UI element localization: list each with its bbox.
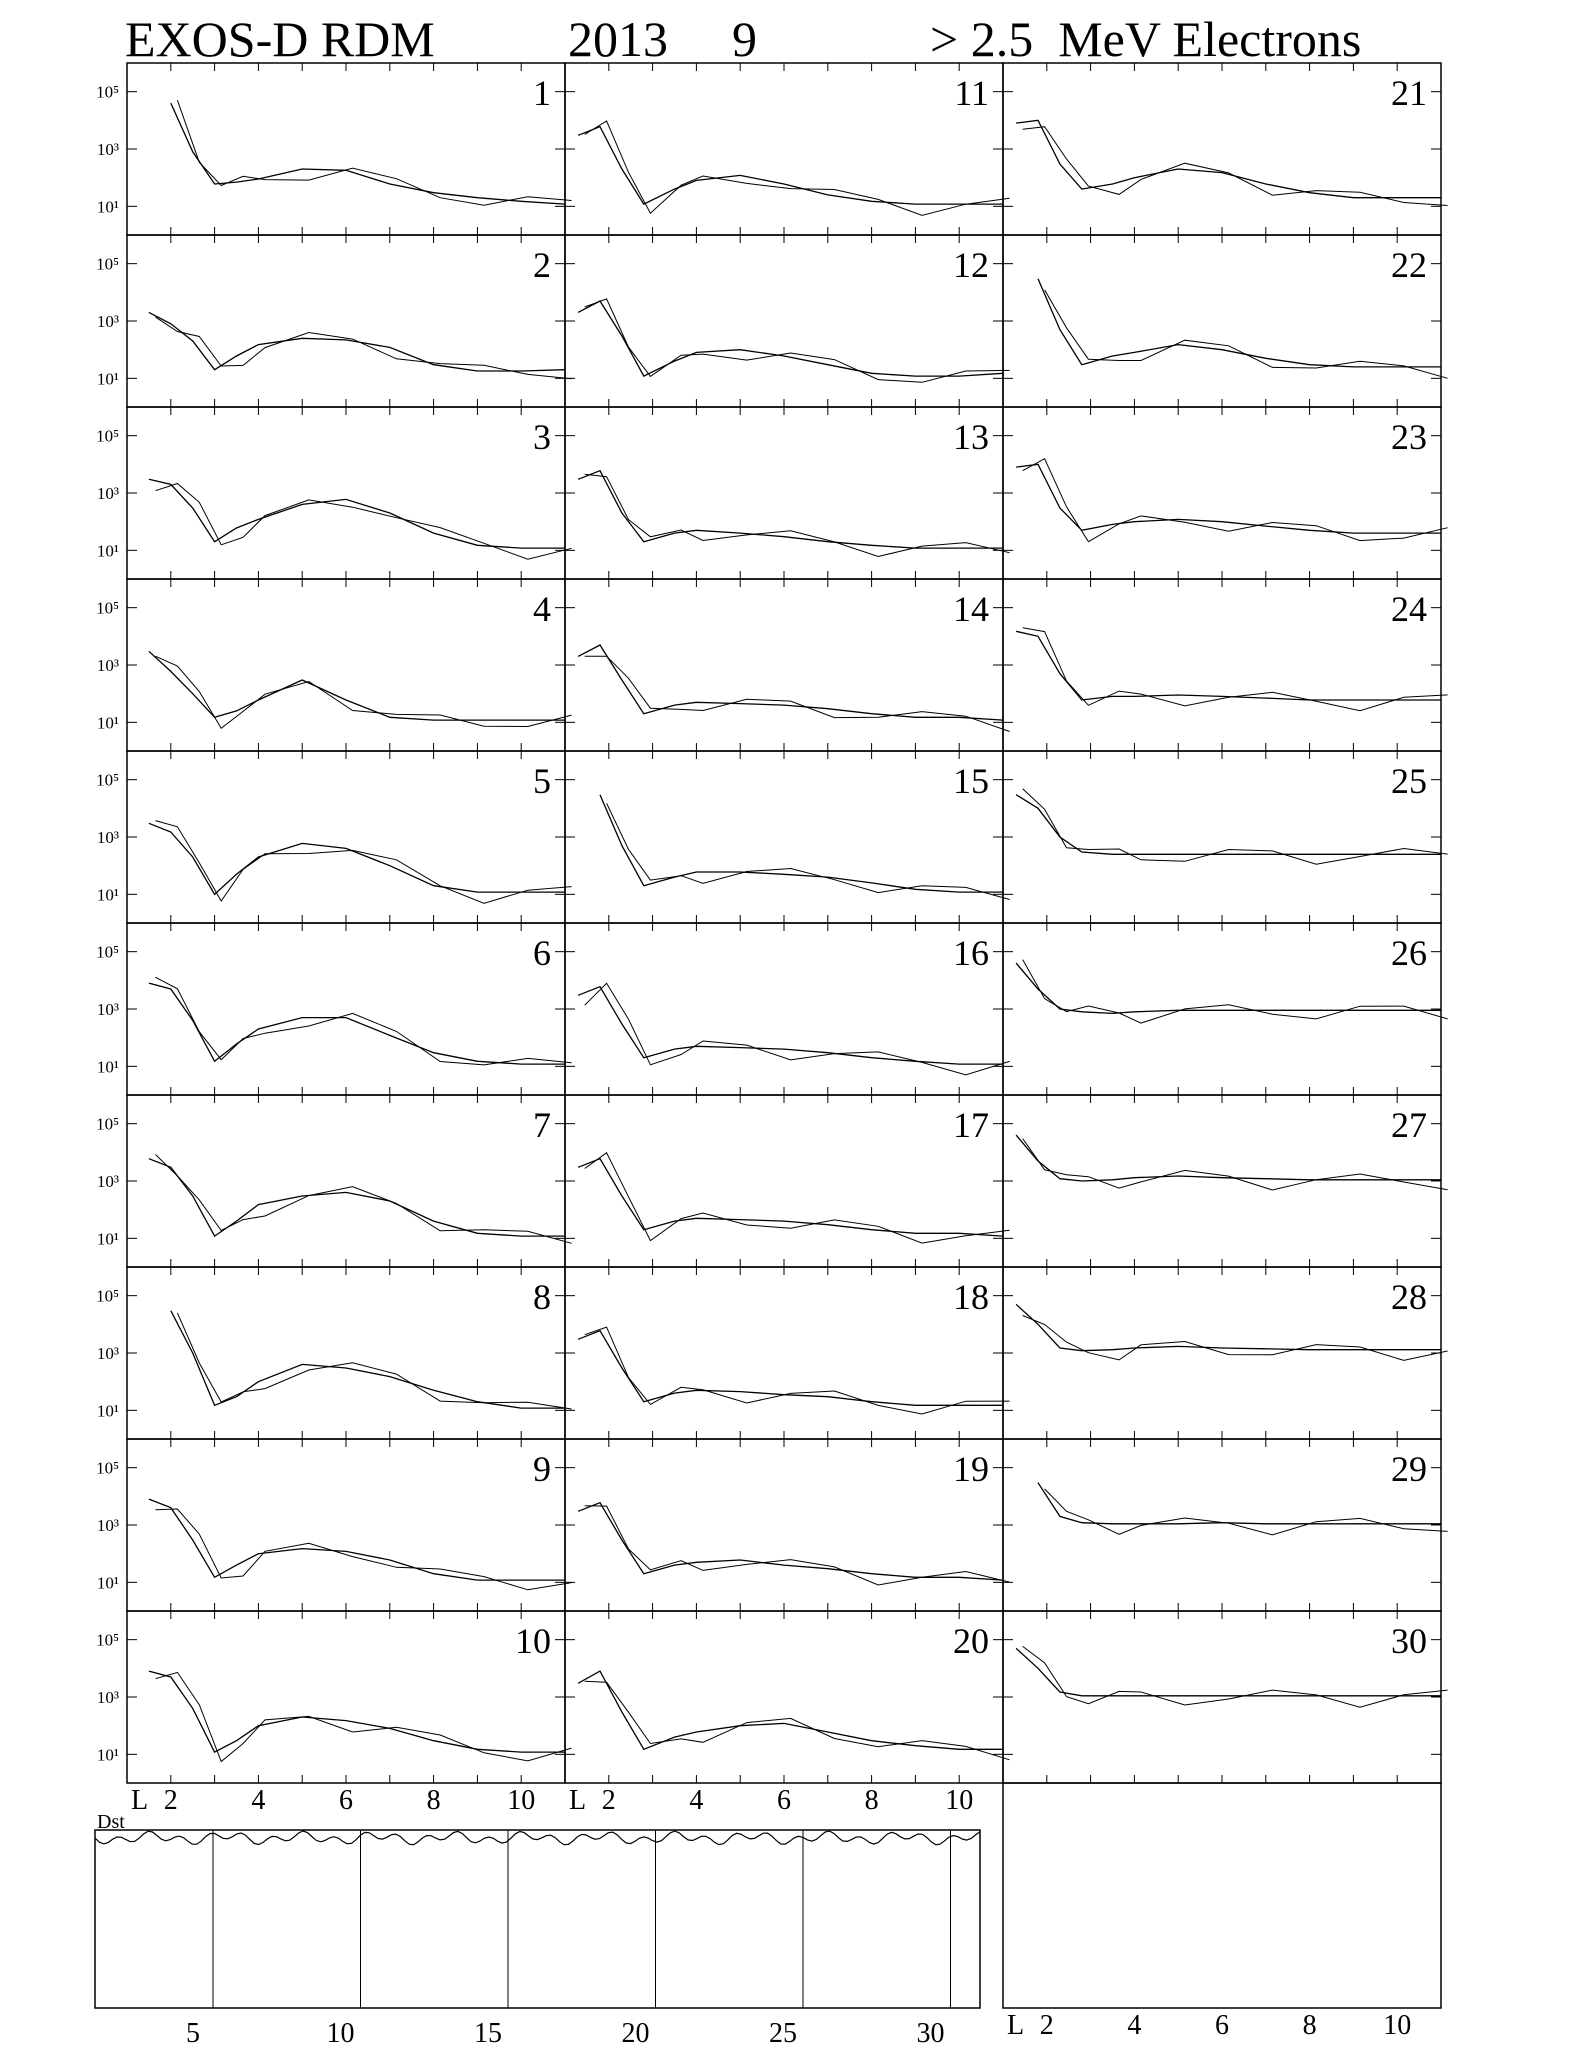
panel-day-1 xyxy=(96,63,572,235)
panel-day-number: 16 xyxy=(953,933,989,973)
panel-day-number: 18 xyxy=(953,1277,989,1317)
panel-day-number: 11 xyxy=(954,73,989,113)
y-tick-label: 10¹ xyxy=(96,1401,119,1421)
panel-day-number: 25 xyxy=(1391,761,1427,801)
dst-x-tick-label: 20 xyxy=(621,2018,650,2046)
series-line xyxy=(1023,628,1448,711)
panel-day-number: 20 xyxy=(953,1621,989,1661)
panel-day-19 xyxy=(565,1439,1010,1611)
x-tick-label: 10 xyxy=(507,1785,536,1816)
instrument-title: EXOS-D RDM xyxy=(125,11,435,67)
panel-day-number: 14 xyxy=(953,589,989,629)
series-line xyxy=(578,1503,1003,1580)
y-tick-label: 10⁵ xyxy=(96,1286,119,1306)
panel-day-21 xyxy=(1003,63,1448,235)
series-line xyxy=(1016,1135,1441,1181)
y-tick-label: 10³ xyxy=(96,484,119,503)
panel-frame xyxy=(1003,407,1441,579)
series-line xyxy=(149,983,565,1064)
species-label: > 2.5 MeV Electrons xyxy=(930,11,1362,67)
series-line xyxy=(578,471,1003,548)
series-line xyxy=(1038,1483,1441,1524)
y-tick-label: 10⁵ xyxy=(96,598,119,618)
x-tick-label: 10 xyxy=(1383,2010,1412,2041)
panel-frame xyxy=(127,235,565,407)
panel-frame xyxy=(1003,235,1441,407)
panel-day-number: 28 xyxy=(1391,1277,1427,1317)
panel-frame xyxy=(565,579,1003,751)
y-tick-label: 10⁵ xyxy=(96,1458,119,1478)
series-line xyxy=(149,651,565,720)
series-line xyxy=(585,983,1010,1075)
series-line xyxy=(585,1506,1010,1585)
dst-x-tick-label: 30 xyxy=(916,2018,945,2046)
series-line xyxy=(156,1155,572,1244)
panel-frame xyxy=(127,1611,565,1783)
y-tick-label: 10³ xyxy=(96,1172,119,1191)
panel-day-number: 26 xyxy=(1391,933,1427,973)
panel-day-number: 2 xyxy=(533,245,551,285)
panel-day-number: 29 xyxy=(1391,1449,1427,1489)
panel-frame xyxy=(1003,63,1441,235)
series-line xyxy=(149,312,565,371)
x-axis-label: L xyxy=(1007,2010,1025,2041)
series-line xyxy=(149,479,565,548)
series-line xyxy=(171,103,565,204)
y-tick-label: 10¹ xyxy=(96,1229,119,1249)
panel-frame xyxy=(1003,579,1441,751)
series-line xyxy=(1038,279,1441,367)
series-line xyxy=(149,1159,565,1236)
panel-day-3 xyxy=(96,407,572,579)
empty-bottom-panel xyxy=(1003,1783,1441,2041)
panel-day-4 xyxy=(96,579,572,751)
series-line xyxy=(1023,1646,1448,1707)
x-tick-label: 6 xyxy=(1215,2010,1229,2041)
series-line xyxy=(1016,1304,1441,1350)
x-tick-label: 6 xyxy=(777,1785,791,1816)
panel-frame xyxy=(565,923,1003,1095)
panel-day-number: 15 xyxy=(953,761,989,801)
series-line xyxy=(1045,1489,1448,1535)
panel-frame xyxy=(565,1611,1003,1783)
panel-frame xyxy=(565,1267,1003,1439)
y-tick-label: 10⁵ xyxy=(96,82,119,102)
y-tick-label: 10³ xyxy=(96,312,119,331)
x-axis-label: L xyxy=(569,1785,587,1816)
y-tick-label: 10¹ xyxy=(96,713,119,733)
panel-day-30 xyxy=(1003,1611,1448,1783)
y-tick-label: 10¹ xyxy=(96,885,119,905)
panel-day-16 xyxy=(565,923,1010,1095)
panel-day-number: 23 xyxy=(1391,417,1427,457)
series-line xyxy=(1016,795,1441,855)
panel-day-number: 19 xyxy=(953,1449,989,1489)
panel-frame xyxy=(127,923,565,1095)
x-tick-label: 8 xyxy=(1302,2010,1317,2041)
series-line xyxy=(177,100,571,205)
x-tick-label: 10 xyxy=(945,1785,974,1816)
panel-day-8 xyxy=(96,1267,572,1439)
dst-x-tick-label: 10 xyxy=(326,2018,355,2046)
y-tick-label: 10¹ xyxy=(96,541,119,561)
month-label: 9 xyxy=(732,11,757,67)
series-line xyxy=(171,1311,565,1408)
series-line xyxy=(1016,631,1441,700)
panel-day-26 xyxy=(1003,923,1448,1095)
series-line xyxy=(585,299,1010,382)
panel-day-25 xyxy=(1003,751,1448,923)
series-line xyxy=(585,1153,1010,1243)
panel-day-number: 12 xyxy=(953,245,989,285)
panel-day-23 xyxy=(1003,407,1448,579)
series-line xyxy=(156,317,572,379)
panel-frame xyxy=(1003,1439,1441,1611)
panel-frame xyxy=(565,407,1003,579)
x-tick-label: 6 xyxy=(339,1785,353,1816)
x-tick-label: 4 xyxy=(251,1785,266,1816)
series-line xyxy=(156,1509,572,1590)
y-tick-label: 10⁵ xyxy=(96,942,119,962)
series-line xyxy=(1023,127,1448,206)
y-tick-label: 10⁵ xyxy=(96,770,119,790)
series-line xyxy=(1023,1316,1448,1361)
y-tick-label: 10³ xyxy=(96,1000,119,1019)
x-tick-label: 4 xyxy=(1127,2010,1142,2041)
panel-day-number: 24 xyxy=(1391,589,1427,629)
panel-frame xyxy=(1003,751,1441,923)
series-line xyxy=(578,127,1003,204)
y-tick-label: 10³ xyxy=(96,656,119,675)
panel-frame xyxy=(1003,1095,1441,1267)
series-line xyxy=(578,645,1003,720)
series-line xyxy=(156,656,572,728)
x-tick-label: 8 xyxy=(864,1785,879,1816)
panel-day-13 xyxy=(565,407,1010,579)
panel-day-20 xyxy=(565,1611,1010,1783)
panel-day-number: 21 xyxy=(1391,73,1427,113)
panel-frame xyxy=(1003,923,1441,1095)
panel-day-6 xyxy=(96,923,572,1095)
y-tick-label: 10⁵ xyxy=(96,254,119,274)
panel-day-number: 10 xyxy=(515,1621,551,1661)
panel-frame xyxy=(565,63,1003,235)
panel-day-number: 6 xyxy=(533,933,551,973)
panel-day-27 xyxy=(1003,1095,1448,1267)
panel-day-number: 30 xyxy=(1391,1621,1427,1661)
panel-day-number: 22 xyxy=(1391,245,1427,285)
x-tick-label: 2 xyxy=(1039,2010,1054,2041)
panel-frame xyxy=(127,1095,565,1267)
dst-x-tick-label: 15 xyxy=(474,2018,502,2046)
panel-day-22 xyxy=(1003,235,1448,407)
series-line xyxy=(585,474,1010,556)
panel-day-11 xyxy=(565,63,1010,235)
panel-day-24 xyxy=(1003,579,1448,751)
series-line xyxy=(607,803,1010,899)
panel-frame xyxy=(127,1439,565,1611)
panel-day-5 xyxy=(96,751,572,923)
panel-day-7 xyxy=(96,1095,572,1267)
series-line xyxy=(578,987,1003,1064)
series-line xyxy=(578,1671,1003,1749)
y-tick-label: 10⁵ xyxy=(96,426,119,446)
panel-day-number: 8 xyxy=(533,1277,551,1317)
series-line xyxy=(1023,960,1448,1024)
series-line xyxy=(1045,290,1448,378)
y-tick-label: 10³ xyxy=(96,1688,119,1707)
panel-day-number: 3 xyxy=(533,417,551,457)
dst-panel xyxy=(95,1811,980,2046)
panel-frame xyxy=(127,751,565,923)
panel-day-12 xyxy=(565,235,1010,407)
dst-x-tick-label: 5 xyxy=(186,2018,200,2046)
panel-day-10 xyxy=(96,1611,572,1783)
y-tick-label: 10¹ xyxy=(96,369,119,389)
series-line xyxy=(177,1313,571,1409)
panel-day-28 xyxy=(1003,1267,1448,1439)
panel-frame xyxy=(127,579,565,751)
dst-frame xyxy=(95,1830,980,2008)
y-tick-label: 10¹ xyxy=(96,1573,119,1593)
dst-label: Dst xyxy=(97,1811,125,1833)
panel-day-number: 27 xyxy=(1391,1105,1427,1145)
x-tick-label: 4 xyxy=(689,1785,704,1816)
empty-panel-frame xyxy=(1003,1783,1441,2008)
x-tick-label: 2 xyxy=(601,1785,616,1816)
y-tick-label: 10¹ xyxy=(96,1057,119,1077)
panel-day-18 xyxy=(565,1267,1010,1439)
x-tick-label: 8 xyxy=(426,1785,441,1816)
dst-x-tick-label: 25 xyxy=(769,2018,797,2046)
y-tick-label: 10⁵ xyxy=(96,1114,119,1134)
x-axis-label: L xyxy=(131,1785,149,1816)
y-tick-label: 10³ xyxy=(96,140,119,159)
panel-day-15 xyxy=(565,751,1010,923)
panel-day-number: 9 xyxy=(533,1449,551,1489)
series-line xyxy=(1023,1139,1448,1190)
panel-day-9 xyxy=(96,1439,572,1611)
dst-trace xyxy=(95,1831,980,1845)
panel-day-number: 1 xyxy=(533,73,551,113)
series-line xyxy=(585,656,1010,731)
panel-day-14 xyxy=(565,579,1010,751)
panel-day-29 xyxy=(1003,1439,1448,1611)
series-line xyxy=(600,795,1003,892)
y-tick-label: 10³ xyxy=(96,828,119,847)
y-tick-label: 10¹ xyxy=(96,1745,119,1765)
panel-frame xyxy=(127,407,565,579)
panel-frame xyxy=(127,63,565,235)
series-line xyxy=(1016,1648,1441,1696)
y-tick-label: 10³ xyxy=(96,1344,119,1363)
series-line xyxy=(156,977,572,1065)
series-line xyxy=(1016,464,1441,533)
panel-frame xyxy=(565,751,1003,923)
y-tick-label: 10¹ xyxy=(96,197,119,217)
panel-day-number: 7 xyxy=(533,1105,551,1145)
series-line xyxy=(149,1671,565,1752)
series-line xyxy=(156,1672,572,1761)
panel-day-2 xyxy=(96,235,572,407)
y-tick-label: 10³ xyxy=(96,1516,119,1535)
panel-frame xyxy=(565,235,1003,407)
panel-day-number: 4 xyxy=(533,589,551,629)
series-line xyxy=(149,1499,565,1580)
panel-day-number: 17 xyxy=(953,1105,989,1145)
panel-frame xyxy=(565,1095,1003,1267)
y-tick-label: 10⁵ xyxy=(96,1630,119,1650)
year-label: 2013 xyxy=(568,11,668,67)
panel-frame xyxy=(565,1439,1003,1611)
panel-day-17 xyxy=(565,1095,1010,1267)
panel-day-number: 5 xyxy=(533,761,551,801)
panel-day-number: 13 xyxy=(953,417,989,457)
x-tick-label: 2 xyxy=(163,1785,178,1816)
series-line xyxy=(1016,120,1441,197)
